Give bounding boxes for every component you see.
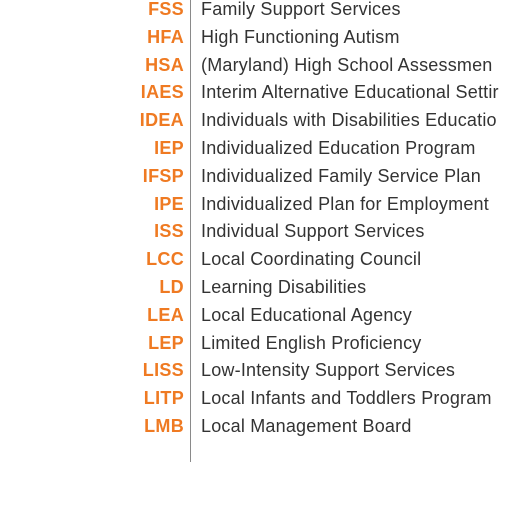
- glossary-row-fss: [0, 0, 512, 24]
- abbreviation: LD: [159, 276, 184, 297]
- glossary-row-lep: [0, 330, 512, 358]
- definition: Local Management Board: [201, 415, 412, 436]
- glossary-row-litp: [0, 385, 512, 413]
- definition: Limited English Proficiency: [201, 332, 422, 353]
- abbreviation: LMB: [144, 415, 184, 436]
- glossary-row-hsa: [0, 52, 512, 80]
- definition: (Maryland) High School Assessmen: [201, 54, 493, 75]
- definition: Individuals with Disabilities Educatio: [201, 110, 497, 131]
- glossary-row-lmb: [0, 413, 512, 441]
- abbreviation: IPE: [154, 193, 184, 214]
- definition: Local Infants and Toddlers Program: [201, 388, 492, 409]
- definition: Low-Intensity Support Services: [201, 360, 456, 381]
- definition: Individualized Family Service Plan: [201, 165, 481, 186]
- definition: Learning Disabilities: [201, 276, 367, 297]
- abbreviation: LEP: [148, 332, 184, 353]
- glossary-row-iep: [0, 135, 512, 163]
- definition: Local Coordinating Council: [201, 249, 422, 270]
- abbreviation: LITP: [143, 388, 184, 409]
- glossary-row-idea: [0, 107, 512, 135]
- glossary-row-lcc: [0, 246, 512, 274]
- abbreviation: IEP: [154, 137, 184, 158]
- abbreviation: IDEA: [139, 110, 184, 131]
- abbreviation: LCC: [146, 249, 184, 270]
- glossary-row-lea: [0, 302, 512, 330]
- abbreviation: HSA: [145, 54, 184, 75]
- glossary-row-iaes: [0, 79, 512, 107]
- definition: Individual Support Services: [201, 221, 425, 242]
- abbreviation: LISS: [142, 360, 184, 381]
- definition: High Functioning Autism: [201, 26, 400, 47]
- glossary-row-ld: [0, 274, 512, 302]
- definition: Individualized Plan for Employment: [201, 193, 489, 214]
- glossary-row-liss: [0, 357, 512, 385]
- glossary-row-iss: [0, 218, 512, 246]
- abbreviation: IAES: [140, 82, 184, 103]
- definition: Individualized Education Program: [201, 137, 476, 158]
- abbreviation: LEA: [147, 304, 184, 325]
- definition: Local Educational Agency: [201, 304, 412, 325]
- glossary-row-hfa: [0, 24, 512, 52]
- abbreviation: ISS: [154, 221, 184, 242]
- glossary-row-ipe: [0, 191, 512, 219]
- abbreviation: IFSP: [142, 165, 184, 186]
- definition: Family Support Services: [201, 0, 401, 19]
- abbreviation: FSS: [148, 0, 184, 19]
- abbreviation: HFA: [147, 26, 184, 47]
- glossary-row-ifsp: [0, 163, 512, 191]
- definition: Interim Alternative Educational Settir: [201, 82, 499, 103]
